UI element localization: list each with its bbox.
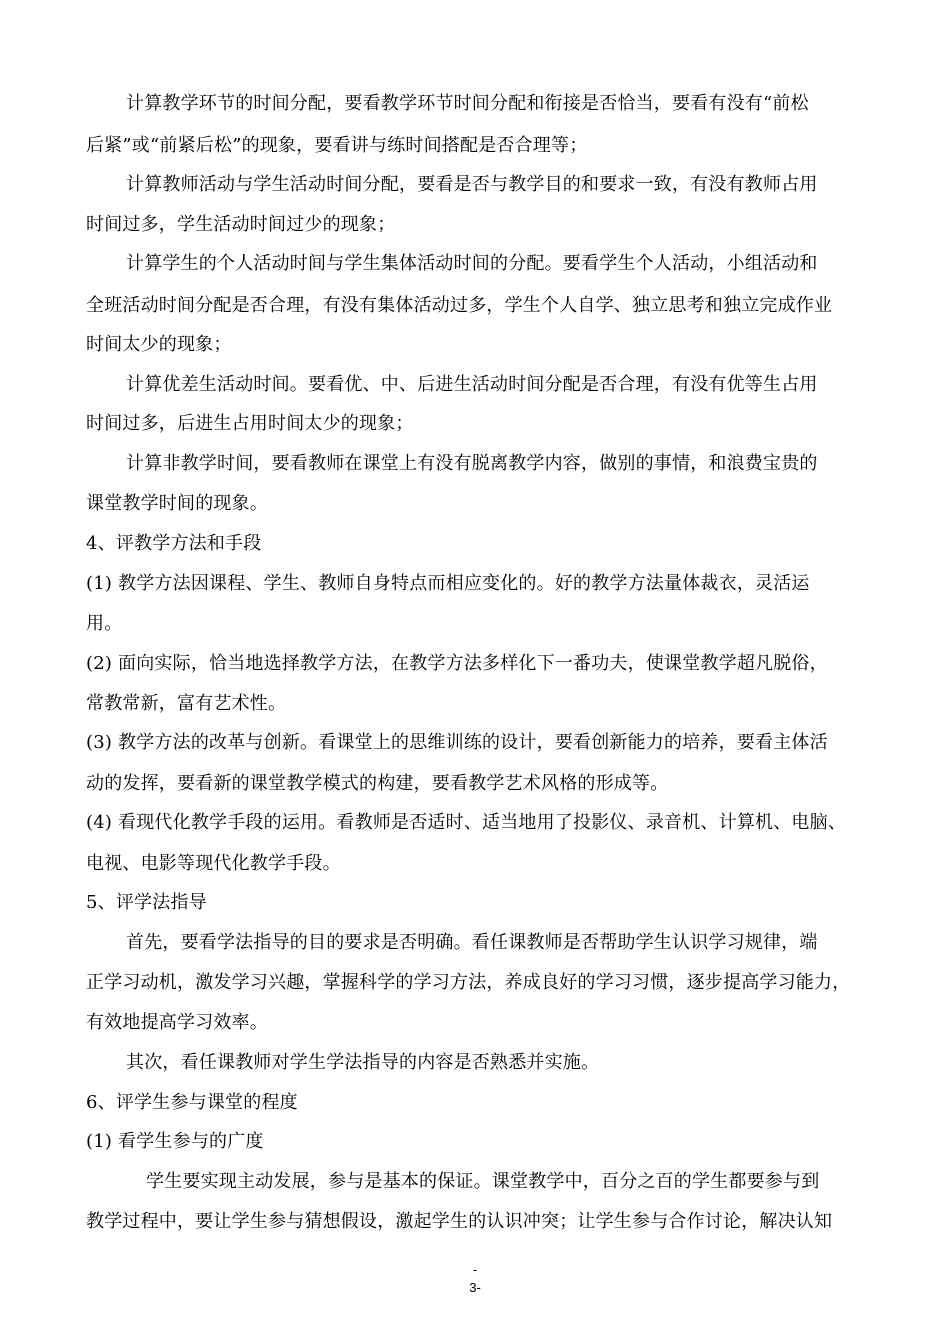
text-line: 后紧”或“前紧后松”的现象，要看讲与练时间搭配是否合理等；: [86, 135, 588, 156]
text-line: 有效地提高学习效率。: [86, 1012, 268, 1033]
section-heading: 5、评学法指导: [86, 892, 207, 913]
text-line: 课堂教学时间的现象。: [86, 493, 268, 514]
text-line: 电视、电影等现代化教学手段。: [86, 853, 341, 874]
text-line: 动的发挥，要看新的课堂教学模式的构建，要看教学艺术风格的形成等。: [86, 773, 669, 794]
page-number: 3-: [469, 1280, 481, 1295]
text-line: 其次，看任课教师对学生学法指导的内容是否熟悉并实施。: [126, 1052, 600, 1073]
text-line: (1) 看学生参与的广度: [86, 1131, 264, 1152]
text-line: 时间太少的现象；: [86, 334, 232, 355]
text-line: 时间过多，后进生占用时间太少的现象；: [86, 413, 414, 434]
section-heading: 4、评教学方法和手段: [86, 533, 262, 554]
text-line: 用。: [86, 613, 123, 634]
section-heading: 6、评学生参与课堂的程度: [86, 1092, 298, 1113]
text-line: 教学过程中，要让学生参与猜想假设，激起学生的认识冲突；让学生参与合作讨论，解决认知: [86, 1211, 833, 1232]
text-line: (1) 教学方法因课程、学生、教师自身特点而相应变化的。好的教学方法量体裁衣，灵活运: [86, 573, 810, 594]
text-line: 首先，要看学法指导的目的要求是否明确。看任课教师是否帮助学生认识学习规律，端: [126, 932, 818, 953]
text-line: 全班活动时间分配是否合理，有没有集体活动过多，学生个人自学、独立思考和独立完成作业: [86, 295, 833, 316]
text-line: 时间过多，学生活动时间过少的现象；: [86, 214, 396, 235]
text-line: 计算优差生活动时间。要看优、中、后进生活动时间分配是否合理，有没有优等生占用: [126, 374, 818, 395]
text-line: (4) 看现代化教学手段的运用。看教师是否适时、适当地用了投影仪、录音机、计算机、电脑、: [86, 812, 847, 833]
text-line: 计算教学环节的时间分配，要看教学环节时间分配和衔接是否恰当，要看有没有“前松: [126, 93, 809, 114]
text-line: 计算教师活动与学生活动时间分配，要看是否与教学目的和要求一致，有没有教师占用: [126, 174, 818, 195]
text-line: 计算非教学时间，要看教师在课堂上有没有脱离教学内容，做别的事情，和浪费宝贵的: [126, 453, 818, 474]
text-line: 正学习动机，激发学习兴趣，掌握科学的学习方法，养成良好的学习习惯，逐步提高学习能力，: [86, 972, 851, 993]
footer-dash: -: [472, 1262, 478, 1277]
text-line: 学生要实现主动发展，参与是基本的保证。课堂教学中，百分之百的学生都要参与到: [146, 1171, 820, 1192]
text-line: 常教常新，富有艺术性。: [86, 693, 287, 714]
text-line: 计算学生的个人活动时间与学生集体活动时间的分配。要看学生个人活动，小组活动和: [126, 253, 818, 274]
text-line: (2) 面向实际，恰当地选择教学方法，在教学方法多样化下一番功夫，使课堂教学超凡脱俗，: [86, 653, 828, 674]
text-line: (3) 教学方法的改革与创新。看课堂上的思维训练的设计，要看创新能力的培养，要看主体活: [86, 732, 828, 753]
